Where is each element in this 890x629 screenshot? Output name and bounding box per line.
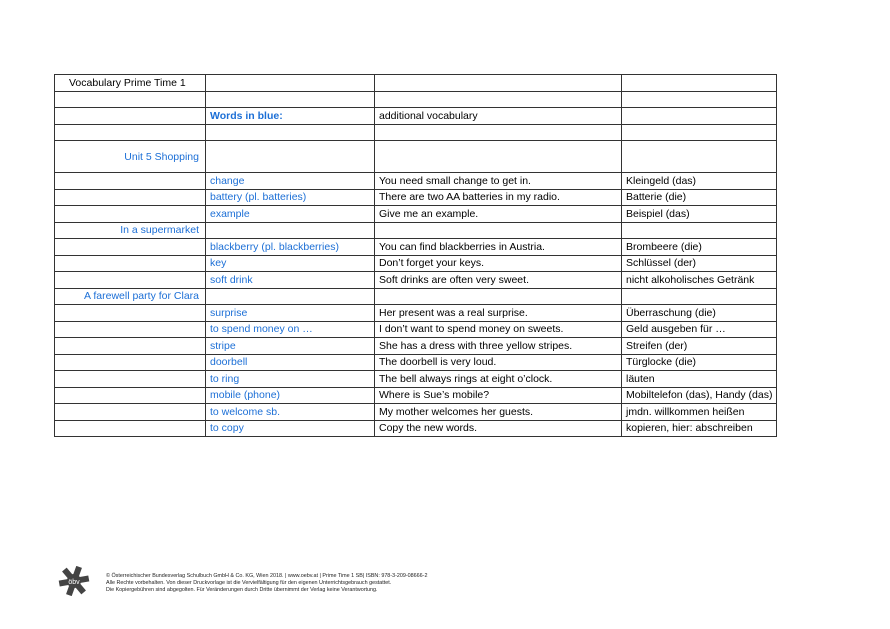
vocab-row bbox=[55, 173, 777, 190]
example-sentence: Don’t forget your keys. bbox=[375, 255, 622, 272]
german-translation: Schlüssel (der) bbox=[622, 255, 777, 272]
example-sentence: You can find blackberries in Austria. bbox=[375, 239, 622, 256]
german-translation: Mobiltelefon (das), Handy (das) bbox=[622, 387, 777, 404]
vocab-row bbox=[55, 354, 777, 371]
empty-row bbox=[55, 124, 777, 141]
oebv-logo bbox=[58, 566, 90, 596]
example-sentence: I don’t want to spend money on sweets. bbox=[375, 321, 622, 338]
vocab-word: to welcome sb. bbox=[206, 404, 375, 421]
german-translation: Batterie (die) bbox=[622, 189, 777, 206]
example-sentence: Where is Sue’s mobile? bbox=[375, 387, 622, 404]
vocab-row bbox=[55, 255, 777, 272]
footer-line-2: Alle Rechte vorbehalten. Von dieser Druckvorlage ist die Vervielfältigung für den eigenen Unterrichtsgebrauch gestattet. bbox=[106, 580, 392, 586]
document-title: Vocabulary Prime Time 1 bbox=[55, 75, 206, 92]
example-sentence: You need small change to get in. bbox=[375, 173, 622, 190]
vocab-word: surprise bbox=[206, 305, 375, 322]
german-translation: Brombeere (die) bbox=[622, 239, 777, 256]
vocab-word: doorbell bbox=[206, 354, 375, 371]
vocab-word: to spend money on … bbox=[206, 321, 375, 338]
example-sentence: She has a dress with three yellow stripes. bbox=[375, 338, 622, 355]
vocab-word: key bbox=[206, 255, 375, 272]
footer-line-3: Die Kopiergebühren sind abgegolten. Für Veränderungen durch Dritte übernimmt der Verlag keine Verantwortung. bbox=[106, 587, 378, 593]
german-translation: Geld ausgeben für … bbox=[622, 321, 777, 338]
german-translation: Türglocke (die) bbox=[622, 354, 777, 371]
german-translation: jmdn. willkommen heißen bbox=[622, 404, 777, 421]
german-translation: Streifen (der) bbox=[622, 338, 777, 355]
vocab-word: example bbox=[206, 206, 375, 223]
words-in-blue-note: additional vocabulary bbox=[375, 108, 622, 125]
vocab-word: mobile (phone) bbox=[206, 387, 375, 404]
vocab-row bbox=[55, 239, 777, 256]
words-in-blue-label: Words in blue: bbox=[206, 108, 375, 125]
legend-row bbox=[55, 108, 777, 125]
vocab-row bbox=[55, 189, 777, 206]
vocab-word: change bbox=[206, 173, 375, 190]
german-translation: Kleingeld (das) bbox=[622, 173, 777, 190]
example-sentence: There are two AA batteries in my radio. bbox=[375, 189, 622, 206]
vocabulary-table bbox=[54, 74, 777, 437]
unit-title: Unit 5 Shopping bbox=[55, 141, 206, 173]
title-row bbox=[55, 75, 777, 92]
example-sentence: My mother welcomes her guests. bbox=[375, 404, 622, 421]
example-sentence: The doorbell is very loud. bbox=[375, 354, 622, 371]
vocab-row bbox=[55, 371, 777, 388]
vocab-word: to ring bbox=[206, 371, 375, 388]
vocab-word: stripe bbox=[206, 338, 375, 355]
example-sentence: Her present was a real surprise. bbox=[375, 305, 622, 322]
vocab-word: battery (pl. batteries) bbox=[206, 189, 375, 206]
vocab-row bbox=[55, 387, 777, 404]
section-header-row bbox=[55, 222, 777, 239]
vocab-row bbox=[55, 321, 777, 338]
vocab-word: blackberry (pl. blackberries) bbox=[206, 239, 375, 256]
example-sentence: Give me an example. bbox=[375, 206, 622, 223]
vocab-row bbox=[55, 338, 777, 355]
vocab-row bbox=[55, 305, 777, 322]
vocab-row bbox=[55, 420, 777, 437]
example-sentence: The bell always rings at eight o’clock. bbox=[375, 371, 622, 388]
empty-row bbox=[55, 91, 777, 108]
footer-line-1: © Österreichischer Bundesverlag Schulbuch GmbH & Co. KG, Wien 2018. | www.oebv.at | Prime Time 1 SB| ISBN: 978-3-209-08666-2 bbox=[106, 573, 428, 579]
logo-text: öbv bbox=[68, 579, 80, 586]
vocab-word: soft drink bbox=[206, 272, 375, 289]
section-title: In a supermarket bbox=[55, 222, 206, 239]
german-translation: Überraschung (die) bbox=[622, 305, 777, 322]
vocab-word: to copy bbox=[206, 420, 375, 437]
vocab-row bbox=[55, 404, 777, 421]
section-header-row bbox=[55, 288, 777, 305]
german-translation: Beispiel (das) bbox=[622, 206, 777, 223]
unit-title-row bbox=[55, 141, 777, 173]
example-sentence: Copy the new words. bbox=[375, 420, 622, 437]
vocab-row bbox=[55, 272, 777, 289]
german-translation: nicht alkoholisches Getränk bbox=[622, 272, 777, 289]
section-title: A farewell party for Clara bbox=[55, 288, 206, 305]
german-translation: läuten bbox=[622, 371, 777, 388]
copyright-footer bbox=[106, 573, 427, 594]
example-sentence: Soft drinks are often very sweet. bbox=[375, 272, 622, 289]
german-translation: kopieren, hier: abschreiben bbox=[622, 420, 777, 437]
vocab-row bbox=[55, 206, 777, 223]
